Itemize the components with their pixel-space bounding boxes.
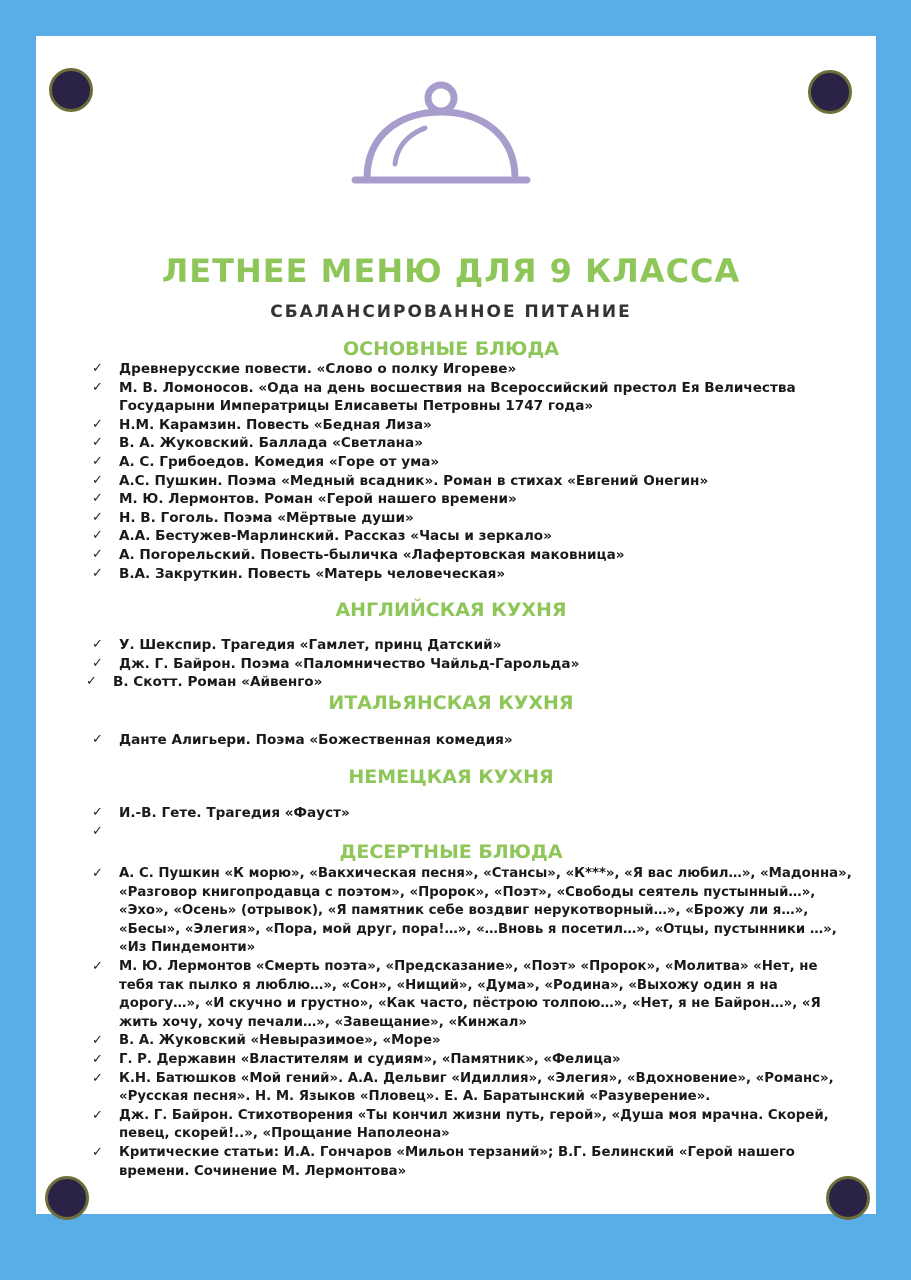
list-item: ✓ В. А. Жуковский «Невыразимое», «Море»: [92, 1032, 852, 1051]
pin-top-right: [808, 70, 852, 114]
section-heading-main: ОСНОВНЫЕ БЛЮДА: [342, 338, 559, 360]
list-item: ✓ Критические статьи: И.А. Гончаров «Мильон терзаний»; В.Г. Белинский «Герой нашего времени. Сочинение М. Лермонтова»: [92, 1144, 852, 1181]
list-item: ✓ Древнерусские повести. «Слово о полку Игореве»: [92, 360, 852, 379]
cloche-icon: [351, 80, 531, 192]
list-item: ✓ М. Ю. Лермонтов. Роман «Герой нашего времени»: [92, 490, 852, 509]
list-item: ✓ В. Скотт. Роман «Айвенго»: [86, 673, 852, 692]
menu-sheet: [36, 36, 876, 1214]
section-heading-german: НЕМЕЦКАЯ КУХНЯ: [348, 766, 554, 788]
pin-top-left: [49, 68, 93, 112]
page-subtitle: СБАЛАНСИРОВАННОЕ ПИТАНИЕ: [270, 302, 632, 322]
list-item: ✓ А.С. Пушкин. Поэма «Медный всадник». Роман в стихах «Евгений Онегин»: [92, 472, 852, 491]
list-item: ✓ Дж. Г. Байрон. Стихотворения «Ты кончил жизни путь, герой», «Душа моя мрачна. Скорей, певец, скорей!..», «Прощание Наполеона»: [92, 1107, 852, 1144]
english-cuisine-list: [92, 636, 852, 692]
list-item: ✓ В. А. Жуковский. Баллада «Светлана»: [92, 434, 852, 453]
main-dishes-list: [92, 360, 852, 583]
list-item: ✓ Дж. Г. Байрон. Поэма «Паломничество Чайльд-Гарольда»: [92, 655, 852, 674]
german-cuisine-list: [92, 804, 852, 841]
list-item: ✓ М. Ю. Лермонтов «Смерть поэта», «Предсказание», «Поэт» «Пророк», «Молитва» «Нет, не тебя так пылко я люблю…», «Сон», «Нищий», «Дума», «Родина», «Выхожу один я на дорогу…», «И скучно и грустно», «Как часто, пёстрою толпою…», «Нет, я не Байрон…», «Я жить хочу, хочу печали…», «Завещание», «Кинжал»: [92, 958, 852, 1032]
list-item: ✓ Н. В. Гоголь. Поэма «Мёртвые души»: [92, 509, 852, 528]
list-item: ✓ К.Н. Батюшков «Мой гений». А.А. Дельвиг «Идиллия», «Элегия», «Вдохновение», «Романс», «Русская песня». Н. М. Языков «Пловец». Е. А. Баратынский «Разуверение».: [92, 1070, 852, 1107]
section-heading-desserts: ДЕСЕРТНЫЕ БЛЮДА: [339, 841, 563, 863]
list-item: ✓ А. С. Грибоедов. Комедия «Горе от ума»: [92, 453, 852, 472]
list-item: ✓ М. В. Ломоносов. «Ода на день восшествия на Всероссийский престол Ея Величества Государыни Императрицы Елисаветы Петровны 1747 года»: [92, 379, 852, 416]
list-item: ✓ А.А. Бестужев-Марлинский. Рассказ «Часы и зеркало»: [92, 527, 852, 546]
list-item: ✓ А. С. Пушкин «К морю», «Вакхическая песня», «Стансы», «К***», «Я вас любил…», «Мадонна», «Разговор книгопродавца с поэтом», «Пророк», «Поэт», «Свободы сеятель пустынный…», «Эхо», «Осень» (отрывок), «Я памятник себе воздвиг нерукотворный…», «Брожу ли я…», «Бесы», «Элегия», «Пора, мой друг, пора!…», «…Вновь я посетил…», «Отцы, пустынники …», «Из Пиндемонти»: [92, 865, 852, 958]
list-item: [92, 823, 852, 841]
section-heading-italian: ИТАЛЬЯНСКАЯ КУХНЯ: [328, 692, 574, 714]
pin-bottom-left: [45, 1176, 89, 1220]
list-item: ✓ Г. Р. Державин «Властителям и судиям», «Памятник», «Фелица»: [92, 1051, 852, 1070]
pin-bottom-right: [826, 1176, 870, 1220]
section-heading-english: АНГЛИЙСКАЯ КУХНЯ: [335, 599, 567, 621]
list-item: ✓ В.А. Закруткин. Повесть «Матерь человеческая»: [92, 565, 852, 584]
list-item: ✓ А. Погорельский. Повесть-быличка «Лафертовская маковница»: [92, 546, 852, 565]
list-item: ✓ Данте Алигьери. Поэма «Божественная комедия»: [92, 731, 852, 750]
dessert-dishes-list: [92, 865, 852, 1181]
list-item: ✓ У. Шекспир. Трагедия «Гамлет, принц Датский»: [92, 636, 852, 655]
italian-cuisine-list: [92, 731, 852, 750]
list-item: ✓ Н.М. Карамзин. Повесть «Бедная Лиза»: [92, 416, 852, 435]
list-item: ✓ И.-В. Гете. Трагедия «Фауст»: [92, 804, 852, 823]
page-title: ЛЕТНЕЕ МЕНЮ ДЛЯ 9 КЛАССА: [161, 252, 741, 290]
